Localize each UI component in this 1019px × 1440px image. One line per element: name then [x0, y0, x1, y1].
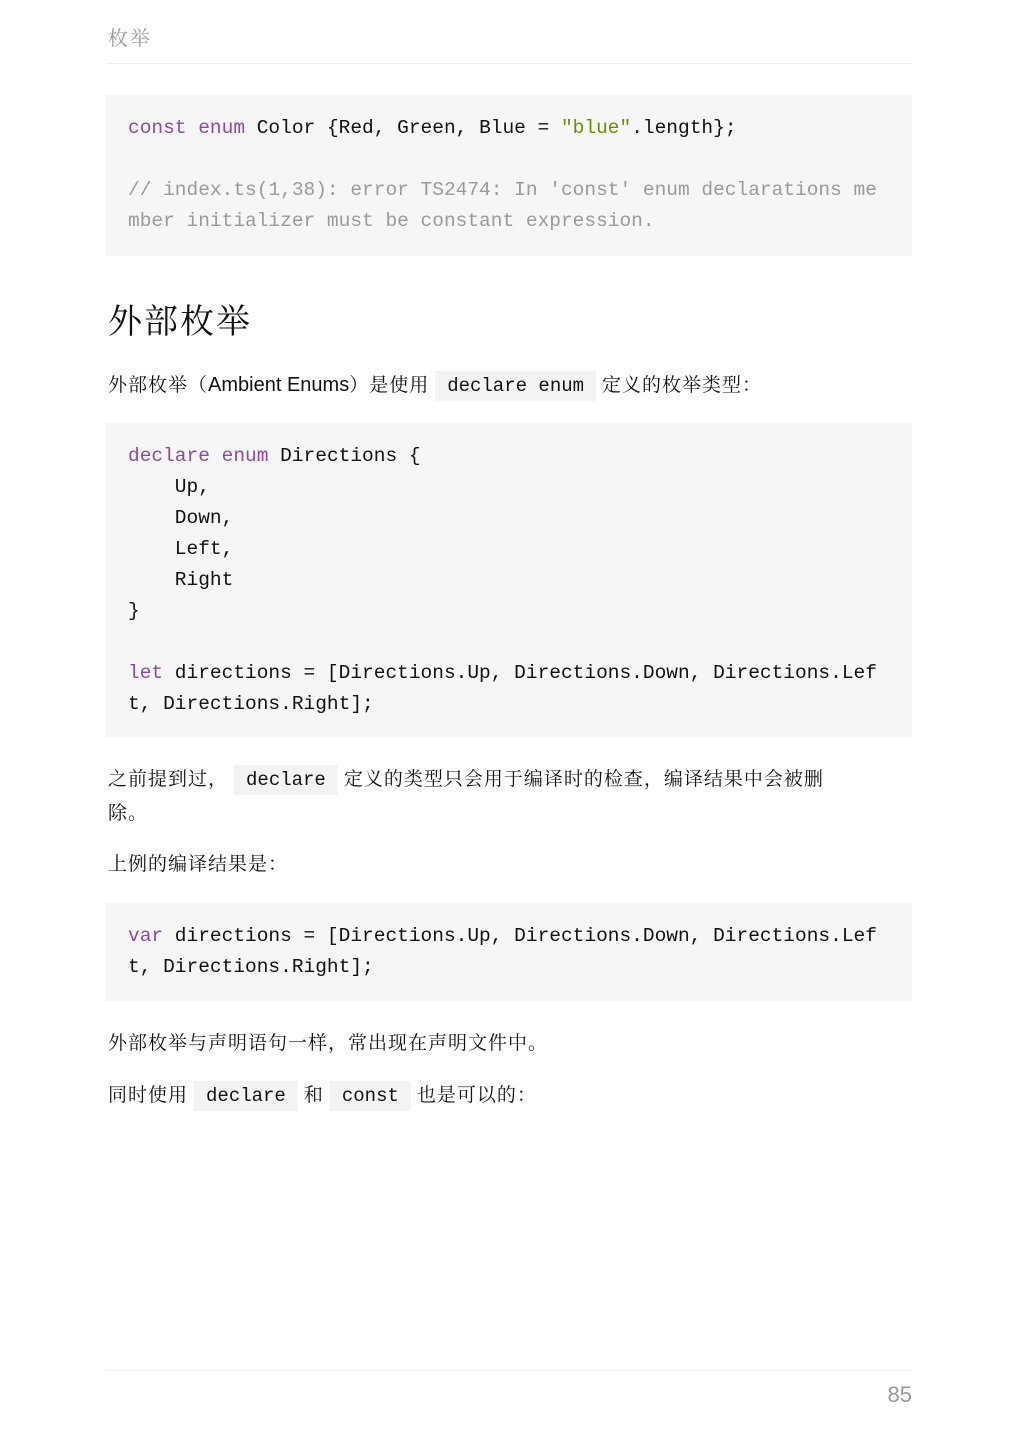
code-block-declare-enum	[106, 423, 912, 737]
code-text: t, Directions.Right];	[128, 693, 374, 715]
header-divider	[106, 63, 912, 64]
code-text: directions = [Directions.Up, Directions.Down, Directions.Lef	[163, 925, 877, 947]
section-heading: 外部枚举	[108, 302, 252, 342]
keyword-let: let	[128, 662, 164, 684]
inline-code-declare: declare	[194, 1081, 298, 1111]
term-ambient-enums: Ambient Enums	[208, 374, 350, 396]
paragraph-ambient-enums: 外部枚举（Ambient Enums）是使用 declare enum 定义的枚举类型：	[108, 368, 898, 402]
code-block-const-enum	[106, 95, 912, 256]
code-text: Directions {	[268, 445, 421, 467]
code-text: Color {Red, Green, Blue =	[245, 117, 561, 139]
inline-code-declare-enum: declare enum	[435, 371, 596, 401]
code-text: t, Directions.Right];	[128, 956, 374, 978]
keyword-declare: declare	[128, 445, 210, 467]
code-comment-line-2: mber initializer must be constant expression.	[128, 210, 655, 232]
code-block-compiled-output	[106, 903, 912, 1001]
keyword-const: const	[128, 117, 187, 139]
code-comment-line-1: // index.ts(1,38): error TS2474: In 'const' enum declarations me	[128, 179, 877, 201]
footer-divider	[106, 1370, 912, 1371]
running-header: 枚举	[108, 26, 152, 50]
paragraph-compile-result: 上例的编译结果是：	[108, 853, 289, 875]
page-number: 85	[887, 1382, 912, 1407]
paragraph-declaration-files: 外部枚举与声明语句一样，常出现在声明文件中。	[108, 1032, 549, 1054]
keyword-var: var	[128, 925, 164, 947]
code-string: "blue"	[560, 117, 632, 139]
code-text: directions = [Directions.Up, Directions.Down, Directions.Lef	[163, 662, 877, 684]
code-text: .length};	[631, 117, 737, 139]
keyword-enum: enum	[198, 117, 246, 139]
keyword-enum: enum	[221, 445, 269, 467]
paragraph-declare-const: 同时使用 declare 和 const 也是可以的：	[108, 1078, 898, 1112]
inline-code-const: const	[330, 1081, 411, 1111]
inline-code-declare: declare	[234, 765, 338, 795]
code-enum-body: Up, Down, Left, Right }	[128, 476, 234, 622]
paragraph-declare-note: 之前提到过， declare 定义的类型只会用于编译时的检查，编译结果中会被删 除。	[108, 762, 898, 830]
